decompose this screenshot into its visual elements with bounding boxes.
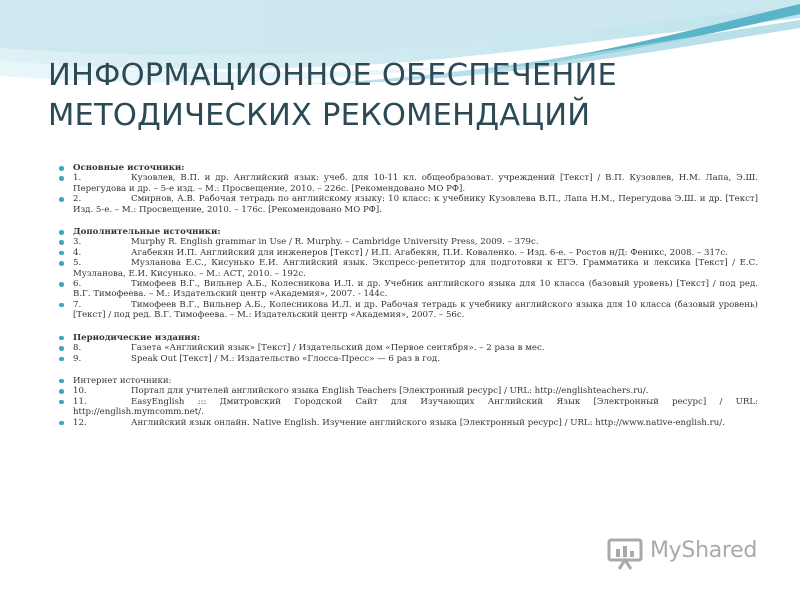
references-list <box>58 163 758 428</box>
item-text: Тимофеев В.Г., Вильнер А.Б., Колесникова И.Л. и др. Учебник английского языка для 10 класса (базовый уровень) [Текст] / под ред. В.Г. Тимофеева. – М.: Издательский центр «Академия», 2007. - 144с. <box>73 279 758 300</box>
list-item <box>58 258 758 279</box>
item-text: Тимофеев В.Г., Вильнер А.Б., Колесникова И.Л. и др. Рабочая тетрадь к учебнику английского языка для 10 класса (базовый уровень) [Текст] / под ред. В.Г. Тимофеева. – М.: Издательский центр «Академия», 2007. – 56с. <box>73 299 758 321</box>
item-number: 10. <box>73 386 87 397</box>
item-text: Кузовлев, В.П. и др. Английский язык: учеб. для 10-11 кл. общеобразоват. учреждений [Текст] / В.П. Кузовлев, Н.М. Лапа, Э.Ш. Перегудова и др. – 5-е изд. – М.: Просвещение, 2010. – 226с. [Рекомендовано МО РФ]. <box>73 173 758 194</box>
item-number: 6. <box>73 279 82 290</box>
item-text: Агабекян И.П. Английский для инженеров [Текст] / И.П. Агабекян, П.И. Коваленко. – Изд. 6-е. – Ростов н/Д: Феникс, 2008. – 317с. <box>131 247 728 258</box>
item-number: 12. <box>73 417 87 428</box>
item-text: Музланова Е.С., Кисунько Е.И. Английский язык. Экспресс-репетитор для подготовки к ЕГЭ. Грамматика и лексика [Текст] / Е.С. Музланова, Е.И. Кисунько. – М.: АСТ, 2010. – 192с. <box>73 258 758 279</box>
item-number: 11. <box>73 396 87 407</box>
item-text: Английский язык онлайн. Native English. Изучение английского языка [Электронный ресурс] / URL: http://www.native-english.ru/. <box>131 417 725 428</box>
item-number: 2. <box>73 194 82 205</box>
section-heading-internet: Интернет источники: <box>58 376 758 386</box>
item-number: 8. <box>73 343 82 354</box>
myshared-logo[interactable] <box>606 537 776 571</box>
list-item <box>58 194 758 215</box>
list-item <box>58 418 758 428</box>
logo-text: MyShared <box>650 538 758 563</box>
presentation-icon <box>606 537 646 571</box>
list-item <box>58 354 758 364</box>
item-number: 9. <box>73 353 82 364</box>
list-item <box>58 248 758 258</box>
item-number: 4. <box>73 247 82 258</box>
item-number: 3. <box>73 237 82 248</box>
list-item <box>58 300 758 321</box>
list-item <box>58 237 758 247</box>
slide-title <box>48 56 768 136</box>
item-text: EasyEnglish ::: Дмитровский Городской Сайт для Изучающих Английский Язык [Электронный ресурс] / URL: http://english.mymcomm.net/. <box>73 396 758 418</box>
list-item <box>58 386 758 396</box>
section-heading-additional: Дополнительные источники: <box>58 227 758 237</box>
list-item <box>58 397 758 418</box>
item-number: 5. <box>73 258 82 269</box>
item-text: Смирнов, А.В. Рабочая тетрадь по английскому языку: 10 класс: к учебнику Кузовлева В.П., Лапа Н.М., Перегудова Э.Ш. и др. [Текст] Изд. 5-е. – М.: Просвещение, 2010. – 176с. [Рекомендовано МО РФ]. <box>73 194 758 215</box>
section-heading-periodicals: Периодические издания: <box>58 333 758 343</box>
slide-title-line-1: ИНФОРМАЦИОННОЕ ОБЕСПЕЧЕНИЕ <box>48 58 618 93</box>
item-text: Speak Out [Текст] / М.: Издательство «Глосса-Пресс» — 6 раз в год. <box>131 353 440 364</box>
item-text: Murphy R. English grammar in Use / R. Murphy. – Cambridge University Press, 2009. – 379с. <box>131 237 539 248</box>
section-heading-main: Основные источники: <box>58 163 758 173</box>
list-item <box>58 343 758 353</box>
item-text: Газета «Английский язык» [Текст] / Издательский дом «Первое сентября». – 2 раза в мес. <box>131 343 545 354</box>
item-text: Портал для учителей английского языка English Teachers [Электронный ресурс] / URL: http://englishteachers.ru/. <box>131 386 649 397</box>
list-item <box>58 279 758 300</box>
list-item <box>58 173 758 194</box>
item-number: 7. <box>73 299 82 310</box>
slide-title-line-2: МЕТОДИЧЕСКИХ РЕКОМЕНДАЦИЙ <box>48 98 591 133</box>
item-number: 1. <box>73 173 82 184</box>
